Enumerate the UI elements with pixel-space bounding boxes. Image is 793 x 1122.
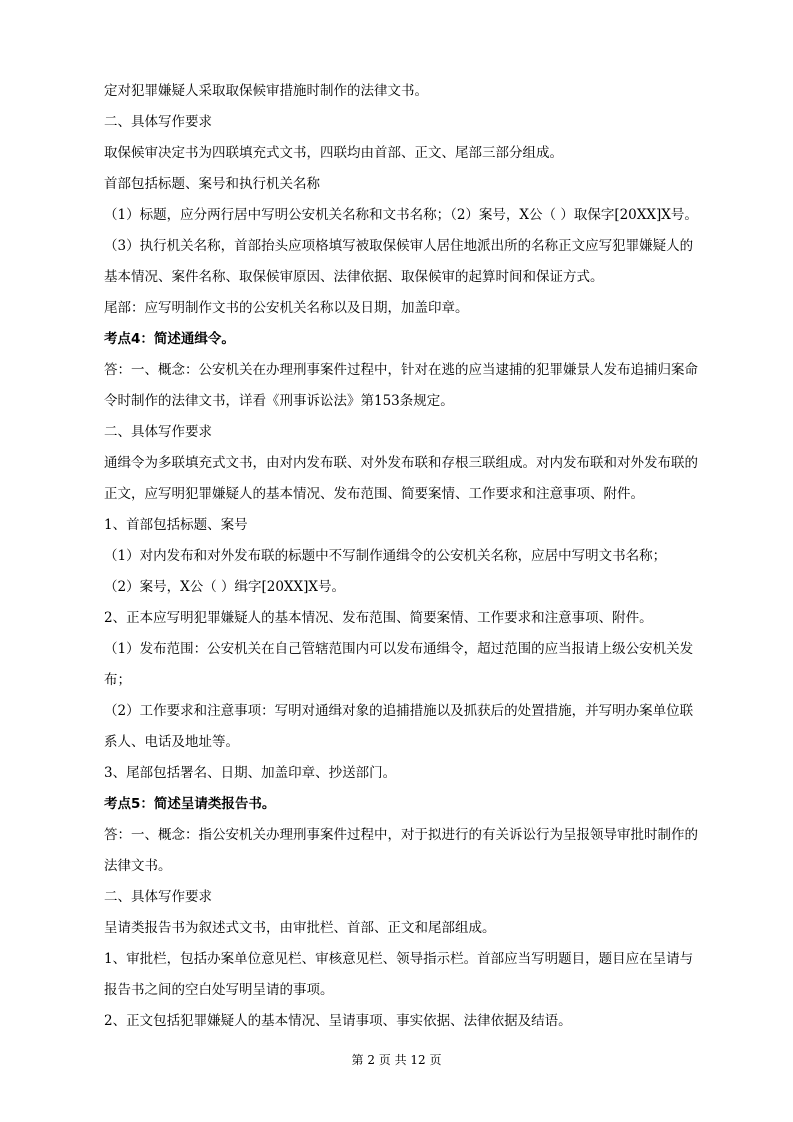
body-text-line: 3、尾部包括署名、日期、加盖印章、抄送部门。 xyxy=(104,765,397,781)
body-text-line: （1）发布范围：公安机关在自己管辖范围内可以发布通缉令，超过范围的应当报请上级公安机关发 xyxy=(104,641,694,657)
body-text-line: 首部包括标题、案号和执行机关名称 xyxy=(104,176,320,192)
body-text-line: 尾部：应写明制作文书的公安机关名称以及日期，加盖印章。 xyxy=(104,300,469,316)
section-heading: 考点4：简述通缉令。 xyxy=(104,331,235,347)
body-text-line: 2、正本应写明犯罪嫌疑人的基本情况、发布范围、简要案情、工作要求和注意事项、附件。 xyxy=(104,610,653,626)
page-footer: 第 2 页 共 12 页 xyxy=(351,1053,442,1067)
body-text-line: 2、正文包括犯罪嫌疑人的基本情况、呈请事项、事实依据、法律依据及结语。 xyxy=(104,1013,572,1029)
body-text-line: 令时制作的法律文书，详看《刑事诉讼法》第153条规定。 xyxy=(104,393,454,409)
body-text-line: （3）执行机关名称，首部抬头应项格填写被取保候审人居住地派出所的名称正文应写犯罪嫌疑人的 xyxy=(104,238,694,254)
body-text-line: （2）工作要求和注意事项：写明对通缉对象的追捕措施以及抓获后的处置措施，并写明办案单位联 xyxy=(104,703,694,719)
body-text-line: 通缉令为多联填充式文书，由对内发布联、对外发布联和存根三联组成。对内发布联和对外发布联的 xyxy=(104,455,698,471)
body-text-line: 二、具体写作要求 xyxy=(104,114,212,130)
body-text-line: 布； xyxy=(104,672,131,688)
body-text-line: 报告书之间的空白处写明呈请的事项。 xyxy=(104,982,334,998)
body-text-line: （1）标题，应分两行居中写明公安机关名称和文书名称；（2）案号，X公（ ）取保字[20XX]X号。 xyxy=(104,207,698,223)
body-text-line: 1、首部包括标题、案号 xyxy=(104,517,248,533)
document-body xyxy=(104,76,720,1037)
body-text-line: 取保候审决定书为四联填充式文书，四联均由首部、正文、尾部三部分组成。 xyxy=(104,145,563,161)
body-text-line: 二、具体写作要求 xyxy=(104,889,212,905)
section-heading: 考点5：简述呈请类报告书。 xyxy=(104,796,276,812)
body-text-line: 定对犯罪嫌疑人采取取保候审措施时制作的法律文书。 xyxy=(104,83,428,99)
body-text-line: 呈请类报告书为叙述式文书，由审批栏、首部、正文和尾部组成。 xyxy=(104,920,496,936)
body-text-line: 系人、电话及地址等。 xyxy=(104,734,239,750)
body-text-line: 答：一、概念：指公安机关办理刑事案件过程中，对于拟进行的有关诉讼行为呈报领导审批时制作的 xyxy=(104,827,698,843)
body-text-line: （1）对内发布和对外发布联的标题中不写制作通缉令的公安机关名称，应居中写明文书名称； xyxy=(104,548,667,564)
body-text-line: 法律文书。 xyxy=(104,858,172,874)
body-text-line: 答：一、概念：公安机关在办理刑事案件过程中，针对在逃的应当逮捕的犯罪嫌景人发布追捕归案命 xyxy=(104,362,698,378)
body-text-line: 基本情况、案件名称、取保候审原因、法律依据、取保候审的起算时间和保证方式。 xyxy=(104,269,604,285)
body-text-line: 二、具体写作要求 xyxy=(104,424,212,440)
body-text-line: （2）案号，X公（ ）缉字[20XX]X号。 xyxy=(104,579,346,595)
body-text-line: 正文，应写明犯罪嫌疑人的基本情况、发布范围、简要案情、工作要求和注意事项、附件。 xyxy=(104,486,644,502)
body-text-line: 1、审批栏，包括办案单位意见栏、审核意见栏、领导指示栏。首部应当写明题目，题目应在呈请与 xyxy=(104,951,694,967)
